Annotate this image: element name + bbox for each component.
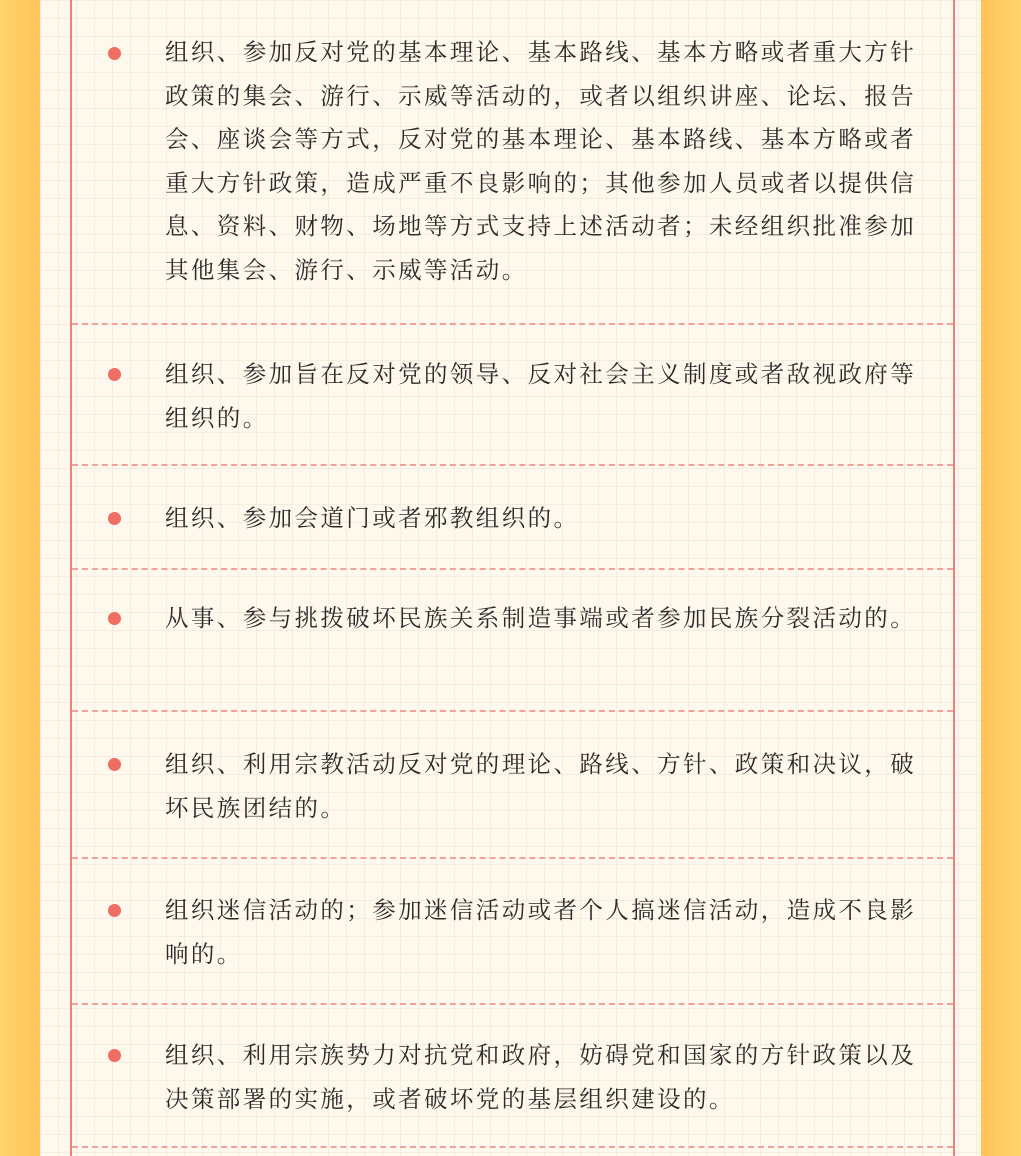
bullet-dot-icon xyxy=(108,904,121,917)
list-item-text: 组织、利用宗教活动反对党的理论、路线、方针、政策和决议，破坏民族团结的。 xyxy=(165,750,917,822)
bullet-dot-icon xyxy=(108,368,121,381)
dashed-divider xyxy=(72,568,953,570)
dashed-divider xyxy=(72,323,953,325)
list-item-text: 组织、参加反对党的基本理论、基本路线、基本方略或者重大方针政策的集会、游行、示威等活动的，或者以组织讲座、论坛、报告会、座谈会等方式，反对党的基本理论、基本路线、基本方略或者重大方针政策，造成严重不良影响的；其他参加人员或者以提供信息、资料、财物、场地等方式支持上述活动者；未经组织批准参加其他集会、游行、示威等活动。 xyxy=(165,38,917,284)
list-item-text: 组织迷信活动的；参加迷信活动或者个人搞迷信活动，造成不良影响的。 xyxy=(165,896,917,968)
dashed-divider xyxy=(72,1146,953,1148)
dashed-divider xyxy=(72,857,953,859)
bullet-dot-icon xyxy=(108,47,121,60)
bullet-dot-icon xyxy=(108,758,121,771)
list-item-text: 从事、参与挑拨破坏民族关系制造事端或者参加民族分裂活动的。 xyxy=(165,604,917,632)
list-item-text: 组织、利用宗族势力对抗党和政府，妨碍党和国家的方针政策以及决策部署的实施，或者破坏党的基层组织建设的。 xyxy=(165,1041,917,1113)
bullet-dot-icon xyxy=(108,612,121,625)
dashed-divider xyxy=(72,710,953,712)
list-item-text: 组织、参加会道门或者邪教组织的。 xyxy=(165,504,580,532)
bullet-dot-icon xyxy=(108,1049,121,1062)
list-item-text: 组织、参加旨在反对党的领导、反对社会主义制度或者敌视政府等组织的。 xyxy=(165,360,917,432)
dashed-divider xyxy=(72,1003,953,1005)
bullet-dot-icon xyxy=(108,512,121,525)
dashed-divider xyxy=(72,464,953,466)
right-border-stripe xyxy=(981,0,1021,1156)
left-border-stripe xyxy=(0,0,40,1156)
